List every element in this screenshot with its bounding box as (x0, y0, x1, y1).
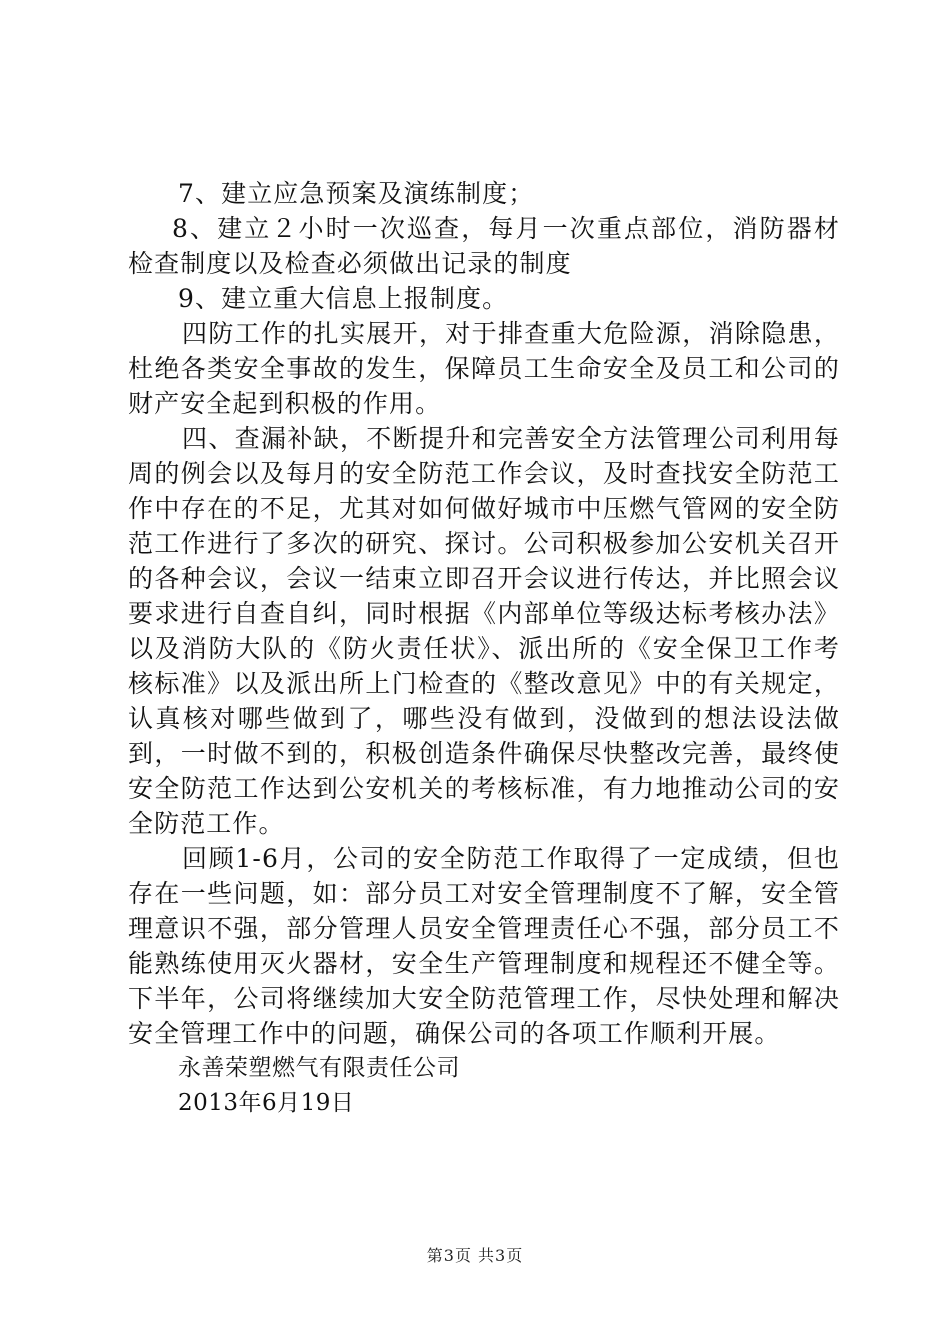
list-item-8: 8、建立２小时一次巡查，每月一次重点部位，消防器材检查制度以及检查必须做出记录的制度 (128, 214, 840, 278)
paragraph-sifang: 四防工作的扎实展开，对于排查重大危险源，消除隐患，杜绝各类安全事故的发生，保障员工生命安全及员工和公司的财产安全起到积极的作用。 (128, 319, 840, 418)
signature-date: 2013年6月19日 (178, 1090, 355, 1116)
document-body (128, 176, 840, 1121)
paragraph-section-four: 四、查漏补缺，不断提升和完善安全方法管理公司利用每周的例会以及每月的安全防范工作会议，及时查找安全防范工作中存在的不足，尤其对如何做好城市中压燃气管网的安全防范工作进行了多次的研究、探讨。公司积极参加公安机关召开的各种会议，会议一结束立即召开会议进行传达，并比照会议要求进行自查自纠，同时根据《内部单位等级达标考核办法》以及消防大队的《防火责任状》、派出所的《安全保卫工作考核标准》以及派出所上门检查的《整改意见》中的有关规定，认真核对哪些做到了，哪些没有做到，没做到的想法设法做到，一时做不到的，积极创造条件确保尽快整改完善，最终使安全防范工作达到公安机关的考核标准，有力地推动公司的安全防范工作。 (128, 424, 840, 838)
page-footer: 第3页 共3页 (426, 1246, 524, 1265)
signature-company: 永善荣塑燃气有限责任公司 (178, 1055, 460, 1081)
list-item-7: 7、建立应急预案及演练制度； (178, 179, 535, 208)
list-item-9: 9、建立重大信息上报制度。 (178, 284, 509, 313)
paragraph-review: 回顾1-6月，公司的安全防范工作取得了一定成绩，但也存在一些问题，如：部分员工对安全管理制度不了解，安全管理意识不强，部分管理人员安全管理责任心不强，部分员工不能熟练使用灭火器材，安全生产管理制度和规程还不健全等。下半年，公司将继续加大安全防范管理工作，尽快处理和解决安全管理工作中的问题，确保公司的各项工作顺利开展。 (128, 844, 840, 1048)
